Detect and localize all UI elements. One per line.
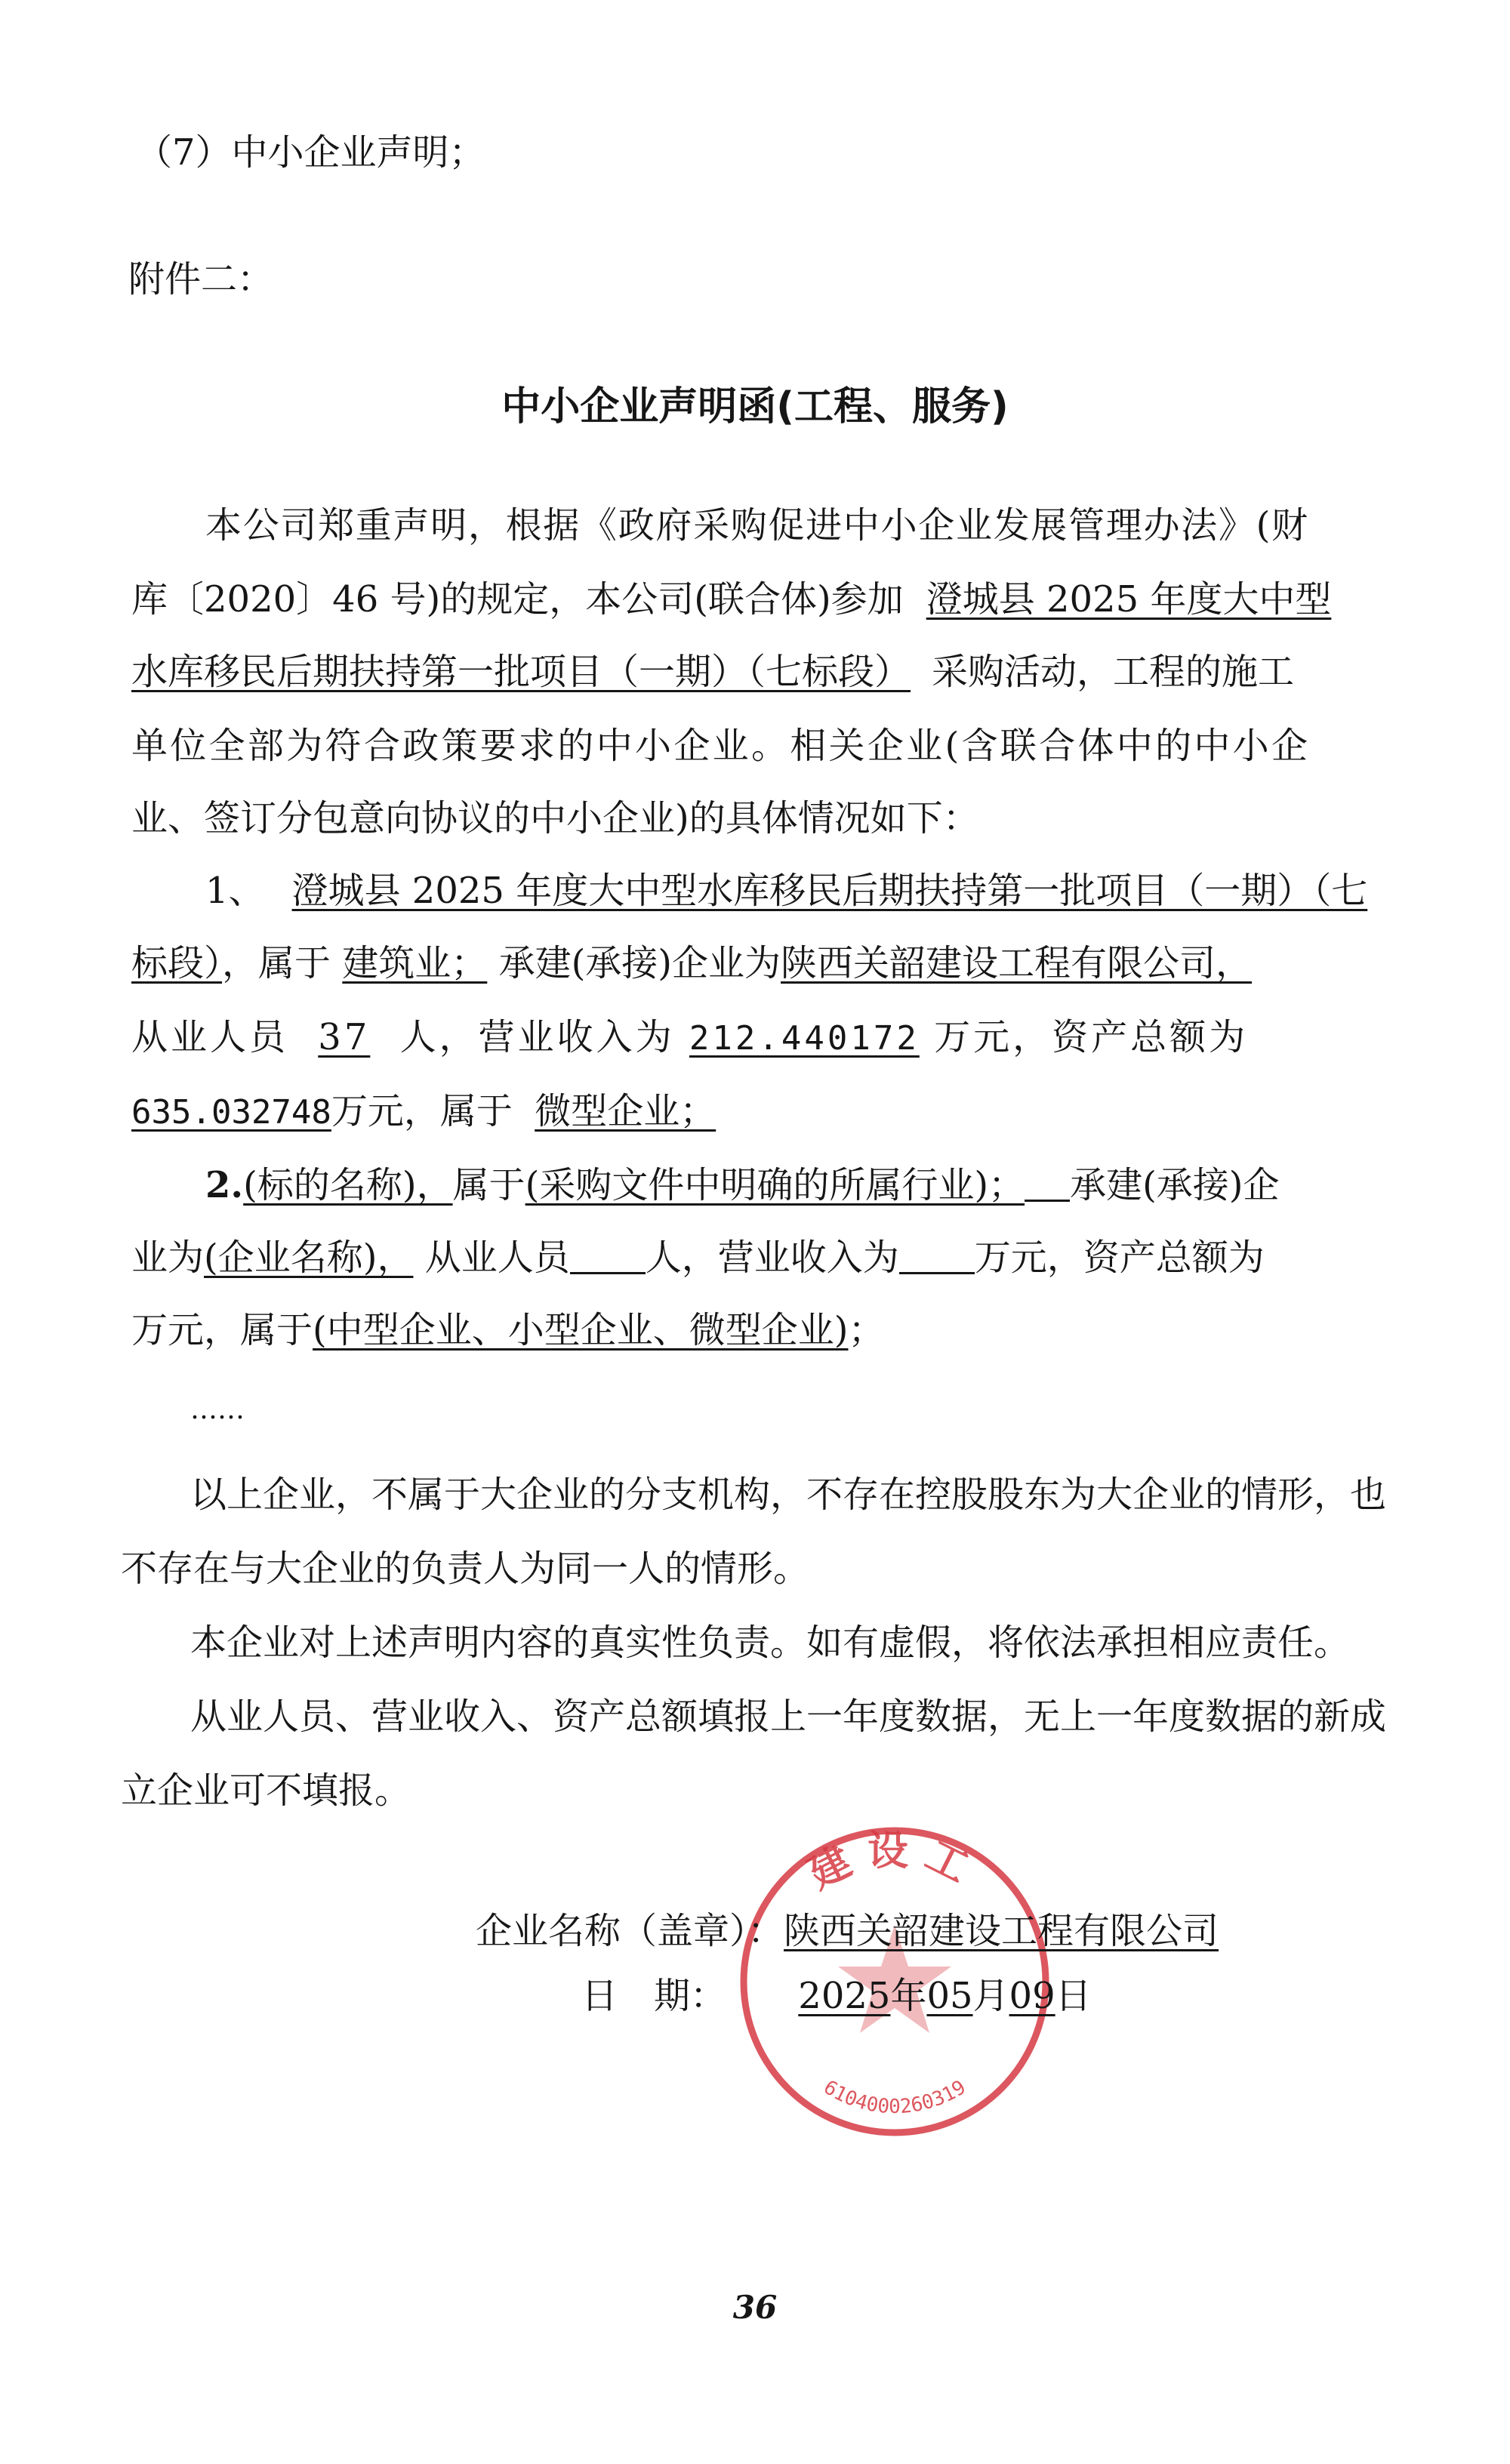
- item1-belongs: ，属于: [222, 942, 331, 984]
- item1-line-1: [205, 868, 1367, 913]
- item2-contractor-label: 承建(承接)企: [1070, 1164, 1280, 1206]
- signature-date-label: 日 期：: [581, 1975, 727, 2017]
- item1-assets: 635.032748: [131, 1093, 331, 1132]
- intro-text-2: 库〔2020〕46 号)的规定，本公司(联合体)参加: [131, 578, 904, 621]
- signature-year: 2025: [798, 1975, 891, 2017]
- signature-year-unit: 年: [890, 1975, 927, 2017]
- item1-revenue: 212.440172: [689, 1019, 920, 1058]
- item-7-heading: （7）中小企业声明；: [136, 131, 485, 174]
- item2-assets-label: 万元，资产总额为: [974, 1237, 1265, 1279]
- attachment-label: 附件二：: [128, 258, 274, 300]
- item2-company: (企业名称)，: [204, 1237, 414, 1279]
- signature-date-row: [581, 1973, 1092, 2019]
- signature-month: 05: [926, 1975, 973, 2017]
- intro-line-4: [131, 723, 1308, 768]
- item1-line-3: [131, 1015, 1248, 1061]
- item1-assets-unit: 万元，属于: [331, 1090, 513, 1132]
- project-name-part-1: 澄城县 2025 年度大中型: [926, 578, 1332, 621]
- item2-staff-label: 从业人员: [424, 1237, 570, 1279]
- item2-line-3: [131, 1307, 885, 1353]
- signature-company-row: [476, 1908, 1219, 1954]
- item2-number: 2.: [205, 1164, 244, 1206]
- statement-3-line-2: 立企业可不填报。: [121, 1769, 411, 1812]
- item2-line-1: [205, 1163, 1280, 1208]
- project-name-part-2: 水库移民后期扶持第一批项目（一期）（七标段）: [131, 651, 911, 693]
- intro-text-3: 采购活动，工程的施工: [932, 651, 1295, 693]
- item1-number: 1、: [205, 870, 265, 912]
- intro-text-4: 单位全部为符合政策要求的中小企业。相关企业(含联合体中的中小企: [131, 725, 1308, 767]
- statement-1-text-1: 以上企业，不属于大企业的分支机构，不存在控股股东为大企业的情形，也: [190, 1474, 1387, 1516]
- seal-top-text: 建设工: [800, 1827, 989, 1899]
- item2-assets-unit: 万元，属于: [131, 1309, 313, 1351]
- item2-belongs: 属于: [452, 1164, 525, 1206]
- item1-revenue-label: 人，营业收入为: [399, 1016, 675, 1058]
- signature-company-label: 企业名称（盖章）：: [476, 1910, 784, 1952]
- signature-month-unit: 月: [972, 1975, 1009, 2017]
- item1-line-2: [131, 941, 1252, 986]
- intro-line-3: [131, 649, 1294, 695]
- signature-company: 陕西关韶建设工程有限公司: [784, 1910, 1219, 1952]
- item2-staff-blank[interactable]: [570, 1239, 646, 1274]
- ellipsis: ……: [190, 1394, 245, 1425]
- item1-project: 澄城县 2025 年度大中型水库移民后期扶持第一批项目（一期）（七: [291, 870, 1368, 912]
- intro-line-5: 业、签订分包意向协议的中小企业)的具体情况如下：: [131, 797, 979, 839]
- item2-industry: (采购文件中明确的所属行业)；: [525, 1164, 1025, 1206]
- item2-line-2: [131, 1235, 1265, 1280]
- item1-staff-label: 从业人员: [131, 1016, 289, 1058]
- document-title: 中小企业声明函(工程、服务): [501, 384, 1009, 430]
- intro-line-1: [205, 503, 1308, 548]
- intro-line-2: [131, 577, 1331, 622]
- item1-project-tail: 标段）: [131, 942, 223, 984]
- item1-line-4: [131, 1089, 716, 1135]
- signature-day-unit: 日: [1055, 1975, 1092, 2017]
- item1-enterprise-type: 微型企业；: [535, 1090, 716, 1132]
- item1-industry: 建筑业；: [342, 942, 488, 984]
- item2-enterprise-type: (中型企业、小型企业、微型企业): [313, 1309, 849, 1351]
- item2-line2-prefix: 业为: [131, 1237, 205, 1279]
- statement-1-line-1: [190, 1472, 1387, 1517]
- statement-1-line-2: 不存在与大企业的负责人为同一人的情形。: [121, 1548, 810, 1590]
- item1-contractor-label: 承建(承接)企业为: [498, 942, 781, 984]
- item1-assets-label: 万元，资产总额为: [934, 1016, 1249, 1058]
- item2-target: (标的名称)，: [243, 1164, 453, 1206]
- item1-staff: 37: [318, 1016, 371, 1058]
- seal-code: 6104000260319: [819, 2076, 970, 2119]
- item2-end: ；: [848, 1309, 885, 1351]
- statement-3-line-1: [190, 1694, 1387, 1739]
- item2-revenue-blank[interactable]: [899, 1239, 975, 1274]
- statement-3-text-1: 从业人员、营业收入、资产总额填报上一年度数据，无上一年度数据的新成: [190, 1696, 1387, 1738]
- item1-company: 陕西关韶建设工程有限公司，: [781, 942, 1253, 984]
- page-number: 36: [732, 2289, 778, 2326]
- statement-2: 本企业对上述声明内容的真实性负责。如有虚假，将依法承担相应责任。: [190, 1622, 1351, 1664]
- intro-text-1: 本公司郑重声明，根据《政府采购促进中小企业发展管理办法》(财: [205, 504, 1308, 547]
- signature-day: 09: [1009, 1975, 1055, 2017]
- item2-revenue-label: 人，营业收入为: [645, 1237, 899, 1279]
